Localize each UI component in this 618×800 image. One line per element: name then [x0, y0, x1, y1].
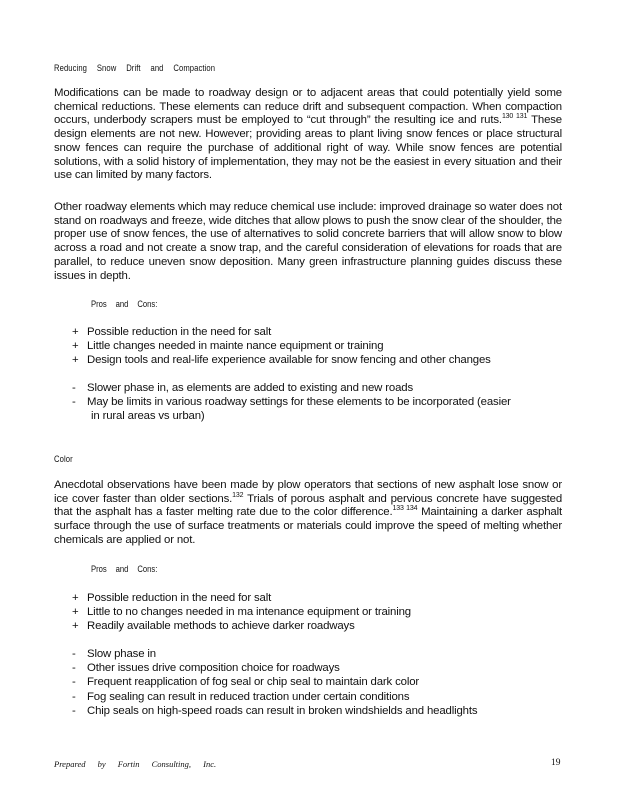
list-item: in rural areas vs urban)	[91, 410, 205, 423]
para-text: Trials of porous asphalt and pervious concrete have suggested that the asphalt has a faster melting rate due to the color difference.	[54, 492, 563, 519]
section-heading-snow-drift: Reducing Snow Drift and Compaction	[54, 63, 216, 73]
list-item: - Frequent reapplication of fog seal or chip seal to maintain dark color	[72, 676, 420, 689]
para-text: Anecdotal observations have been made by plow operators that sections of new asphalt lose snow or ice cover faster than older sections.	[54, 479, 562, 505]
list-item: - Chip seals on high-speed roads can result in broken windshields and headlights	[72, 704, 478, 717]
minus-marker: -	[72, 704, 76, 717]
minus-marker: -	[72, 382, 76, 394]
list-item: - Other issues drive composition choice for roadways	[72, 662, 340, 675]
para-text: Maintaining a darker asphalt surface through the use of surface treatments or materials could improve the speed of melting whether chemicals are applied or not.	[54, 506, 562, 546]
pros-list-1	[72, 325, 562, 368]
cons-list-1	[72, 381, 562, 424]
list-item: + Possible reduction in the need for salt	[72, 326, 272, 338]
paragraph-roadway-elements: Other roadway elements which may reduce chemical use include: improved drainage so water does not stand on roadways and freeze, wide ditches that allow plows to push the snow clear of the shoulder, the proper use of snow fences, the use of alternatives to solid concrete barriers that will allow snow to blow across a road and not create a snow trap, and the careful consideration of elevations for roads that are parallel, to reduce uneven snow deposition. Many green infrastructure planning guides discuss these issues in depth.	[54, 201, 562, 282]
plus-marker: +	[72, 340, 79, 353]
minus-marker: -	[72, 396, 76, 409]
plus-marker: +	[72, 354, 79, 367]
minus-marker: -	[72, 676, 76, 689]
plus-marker: +	[72, 592, 79, 604]
list-item: - Fog sealing can result in reduced traction under certain conditions	[72, 690, 410, 703]
list-item: + Little to no changes needed in ma intenance equipment or training	[72, 606, 411, 619]
page-number: 19	[551, 758, 561, 768]
list-item: + Readily available methods to achieve darker roadways	[72, 620, 355, 633]
pros-cons-label-1: Pros and Cons:	[91, 299, 158, 309]
minus-marker: -	[72, 690, 76, 703]
footnote-refs: 130 131	[501, 113, 528, 121]
list-item: + Possible reduction in the need for salt	[72, 592, 272, 604]
paragraph-snow-drift-intro	[54, 87, 562, 183]
minus-marker: -	[72, 662, 76, 675]
footer-prepared-by: Prepared by Fortin Consulting, Inc.	[54, 759, 217, 769]
pros-cons-label-2: Pros and Cons:	[91, 564, 158, 574]
footnote-refs: 133 134	[392, 505, 418, 513]
pros-list-2	[72, 591, 562, 634]
minus-marker: -	[72, 648, 76, 660]
footnote-refs: 132	[232, 491, 244, 499]
cons-list-2	[72, 647, 562, 718]
list-item: - Slow phase in	[72, 648, 156, 660]
plus-marker: +	[72, 606, 79, 619]
list-item: - Slower phase in, as elements are added to existing and new roads	[72, 382, 413, 394]
para-text: These design elements are not new. However; providing areas to plant living snow fences or place structural snow fences can require the purchase of additional right of way. While snow fences are potential solutions, with a solid history of implementation, they may not be the easiest in every situation and their use can limited by many factors.	[54, 114, 562, 182]
para-text: Modifications can be made to roadway design or to adjacent areas that could potentially yield some chemical reductions. These elements can reduce drift and subsequent compaction. When compaction occurs, underbody scrapers must be employed to “cut through” the resulting ice and ruts.	[54, 87, 562, 127]
paragraph-color-intro	[54, 479, 562, 548]
list-item: + Design tools and real-life experience available for snow fencing and other changes	[72, 354, 491, 367]
section-heading-color: Color	[54, 454, 73, 464]
plus-marker: +	[72, 326, 79, 338]
plus-marker: +	[72, 620, 79, 633]
list-item: - May be limits in various roadway settings for these elements to be incorporated (easier	[72, 396, 511, 409]
list-item: + Little changes needed in mainte nance equipment or training	[72, 340, 384, 353]
